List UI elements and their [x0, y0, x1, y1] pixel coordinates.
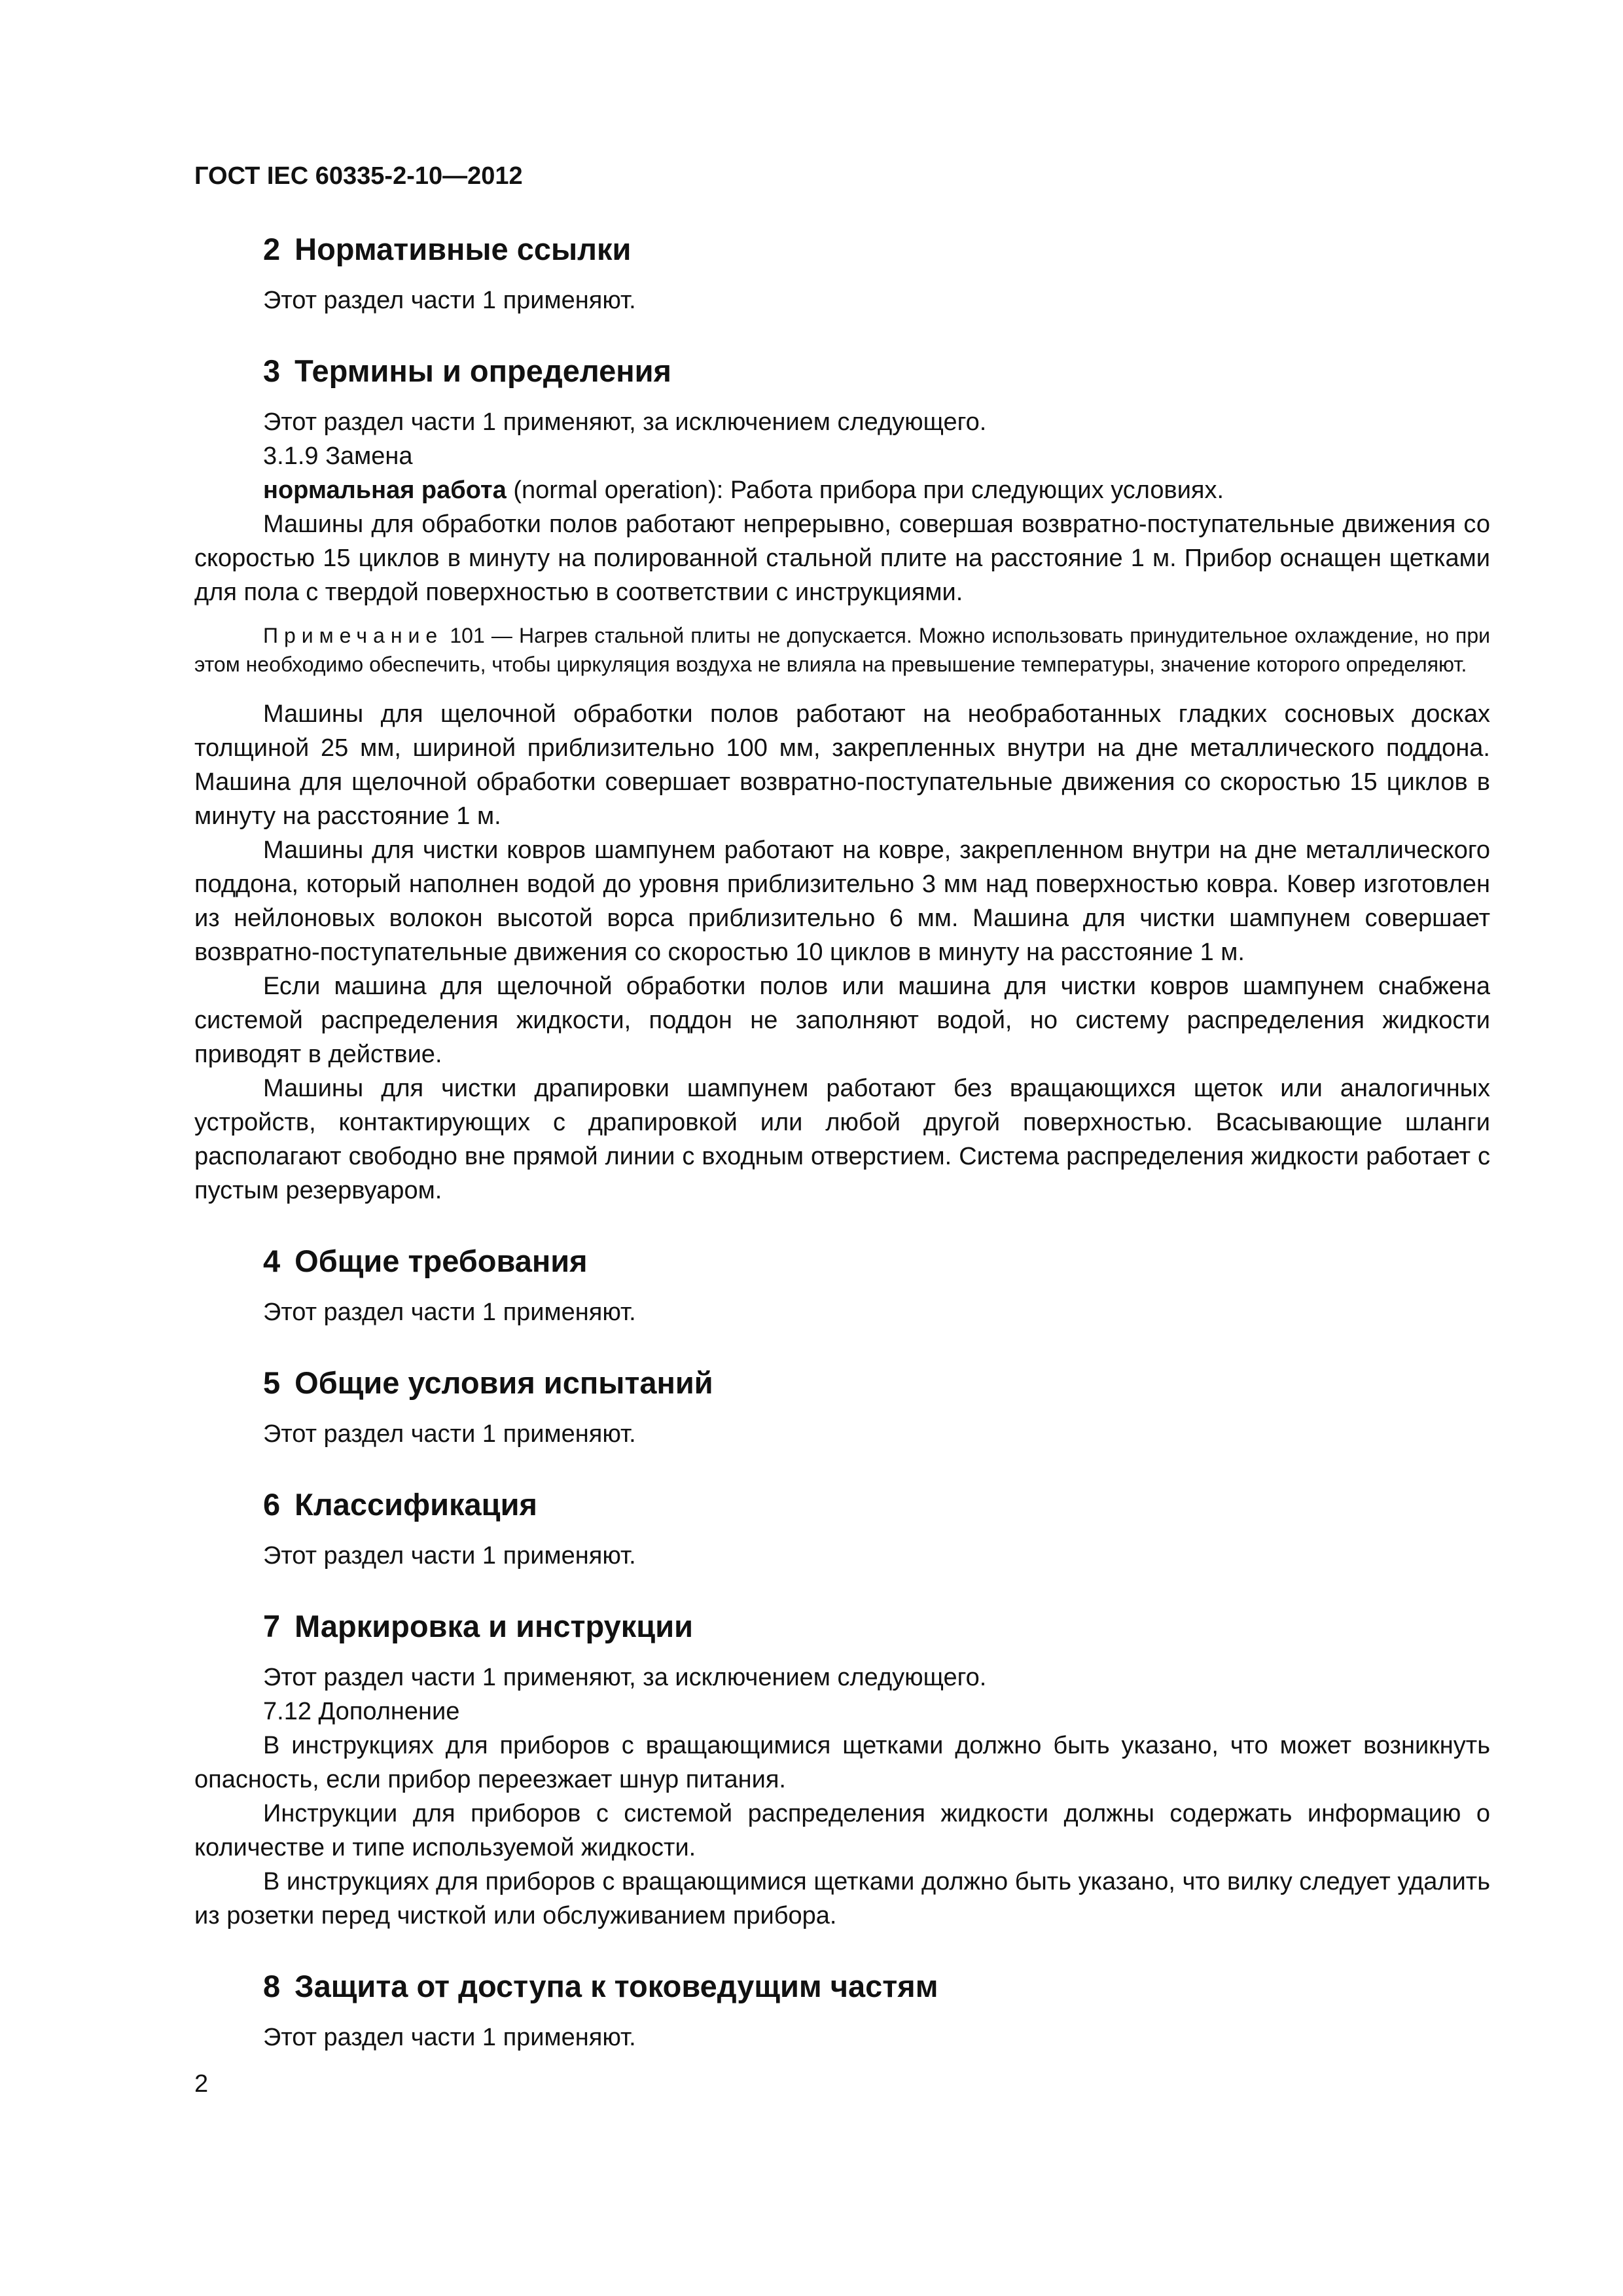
paragraph: Этот раздел части 1 применяют, за исключением следующего. [263, 1664, 987, 1691]
section-heading-6 [263, 1485, 1490, 1524]
note [194, 621, 1490, 679]
paragraph: Если машина для щелочной обработки полов или машина для чистки ковров шампунем снабжена системой распределения жидкости, поддон не заполняют водой, но систему распределения жидкости приводят в действие. [194, 973, 1490, 1068]
paragraph: Этот раздел части 1 применяют. [263, 1299, 636, 1326]
section-title: Классификация [294, 1487, 537, 1522]
section-heading-2 [263, 230, 1490, 269]
paragraph: Машины для чистки ковров шампунем работают на ковре, закрепленном внутри на дне металлического поддона, который наполнен водой до уровня приблизительно 3 мм над поверхностью ковра. Ковер изготовлен из нейлоновых волокон высотой ворса приблизительно 6 мм. Машина для чистки шампунем совершает возвратно-поступательные движения со скоростью 10 циклов в минуту на расстояние 1 м. [194, 836, 1490, 966]
section-number: 3 [263, 353, 281, 388]
paragraph: Этот раздел части 1 применяют. [263, 2024, 636, 2051]
paragraph: Этот раздел части 1 применяют. [263, 1542, 636, 1570]
section-heading-8 [263, 1967, 1490, 2006]
section-number: 7 [263, 1609, 281, 1643]
document-page [194, 160, 1490, 2054]
section-heading-3 [263, 351, 1490, 391]
section-title: Общие условия испытаний [294, 1365, 713, 1400]
page-number: 2 [194, 2070, 209, 2098]
term: нормальная работа [263, 476, 507, 504]
term-definition [194, 473, 1490, 507]
paragraph: Инструкции для приборов с системой распределения жидкости должны содержать информацию о количестве и типе используемой жидкости. [194, 1800, 1490, 1861]
note-text: 101 — Нагрев стальной плиты не допускается. Можно использовать принудительное охлаждение, но при этом необходимо обеспечить, чтобы циркуляция воздуха не влияла на превышение температуры, значение которого определяют. [194, 624, 1490, 676]
section-number: 5 [263, 1365, 281, 1400]
paragraph: В инструкциях для приборов с вращающимися щетками должно быть указано, что может возникнуть опасность, если прибор переезжает шнур питания. [194, 1732, 1490, 1793]
section-title: Маркировка и инструкции [294, 1609, 693, 1643]
section-number: 6 [263, 1487, 281, 1522]
document-id-header: ГОСТ IEC 60335-2-10—2012 [194, 162, 523, 190]
paragraph: Машины для чистки драпировки шампунем работают без вращающихся щеток или аналогичных устройств, контактирующих с драпировкой или любой другой поверхностью. Всасывающие шланги располагают свободно вне прямой линии с входным отверстием. Система распределения жидкости работает с пустым резервуаром. [194, 1075, 1490, 1204]
paragraph: Машины для обработки полов работают непрерывно, совершая возвратно-поступательные движения со скоростью 15 циклов в минуту на полированной стальной плите на расстояние 1 м. Прибор оснащен щетками для пола с твердой поверхностью в соответствии с инструкциями. [194, 511, 1490, 606]
paragraph: Машины для щелочной обработки полов работают на необработанных гладких сосновых досках толщиной 25 мм, шириной приблизительно 100 мм, закрепленных внутри на дне металлического поддона. Машина для щелочной обработки совершает возвратно-поступательные движения со скоростью 15 циклов в минуту на расстояние 1 м. [194, 700, 1490, 830]
paragraph: Этот раздел части 1 применяют, за исключением следующего. [263, 408, 987, 436]
section-number: 8 [263, 1969, 281, 2003]
section-heading-7 [263, 1607, 1490, 1646]
clause-number: 7.12 Дополнение [263, 1698, 460, 1725]
section-number: 2 [263, 232, 281, 266]
paragraph: Этот раздел части 1 применяют. [263, 1420, 636, 1448]
section-number: 4 [263, 1244, 281, 1278]
clause-number: 3.1.9 Замена [263, 442, 413, 470]
note-label: Примечание [263, 624, 444, 647]
term-definition-text: (normal operation): Работа прибора при следующих условиях. [506, 476, 1224, 504]
paragraph: В инструкциях для приборов с вращающимися щетками должно быть указано, что вилку следует удалить из розетки перед чисткой или обслуживанием прибора. [194, 1868, 1490, 1929]
section-title: Общие требования [294, 1244, 588, 1278]
section-heading-4 [263, 1242, 1490, 1281]
section-heading-5 [263, 1363, 1490, 1403]
section-title: Нормативные ссылки [294, 232, 632, 266]
paragraph: Этот раздел части 1 применяют. [263, 287, 636, 314]
section-title: Термины и определения [294, 353, 671, 388]
section-title: Защита от доступа к токоведущим частям [294, 1969, 938, 2003]
